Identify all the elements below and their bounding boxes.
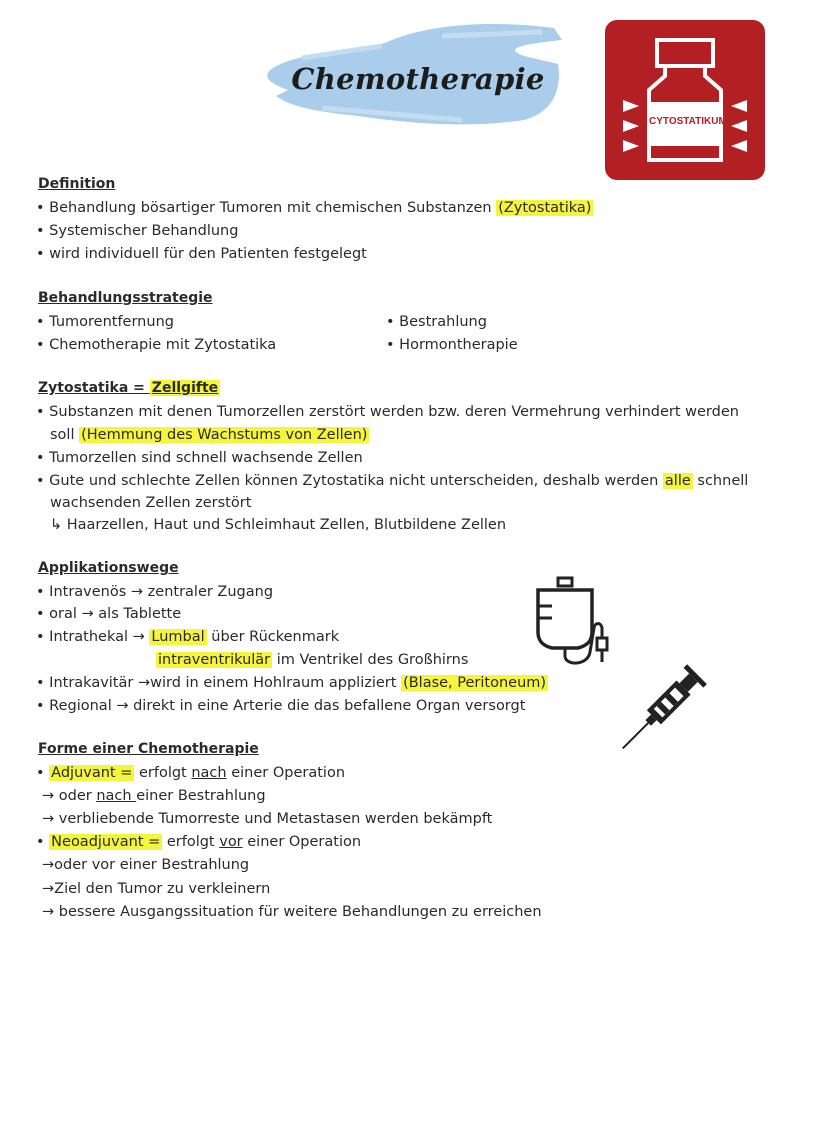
zytostatika-bullet-3: • Gute und schlechte Zellen können Zytostatika nicht unterscheiden, deshalb werden alle schnell [36,473,749,489]
formen-adjuvant: • Adjuvant = erfolgt nach einer Operation [36,765,346,781]
formen-text-underlined: nach [191,765,227,781]
applikation-item: • oral → als Tablette [36,606,182,622]
applikation-text: Regional → direkt in eine Arterie die das befallene Organ versorgt [49,698,526,714]
applikation-text: Intrakavitär →wird in einem Hohlraum appliziert [49,675,402,691]
zytostatika-text: Gute und schlechte Zellen können Zytostatika nicht unterscheiden, deshalb werden [49,473,663,489]
formen-text: erfolgt [134,765,192,781]
formen-heading: Forme einer Chemotherapie [38,741,259,757]
strategie-item: • Hormontherapie [386,337,518,353]
formen-neoadjuvant-detail: → bessere Ausgangssituation für weitere Behandlungen zu erreichen [42,904,542,920]
strategie-heading: Behandlungsstrategie [38,290,213,306]
zytostatika-heading [38,380,220,396]
formen-neoadjuvant: • Neoadjuvant = erfolgt vor einer Operation [36,834,362,850]
strategie-item: • Chemotherapie mit Zytostatika [36,337,277,353]
cytostatikum-bottle-icon [605,20,765,180]
formen-neoadjuvant-detail: →Ziel den Tumor zu verkleinern [42,881,271,897]
highlight-hemmung: (Hemmung des Wachstums von Zellen) [81,427,368,443]
definition-bullet-1: • Behandlung bösartiger Tumoren mit chemischen Substanzen (Zytostatika) [36,200,592,216]
zytostatika-bullet-1: • Substanzen mit denen Tumorzellen zerstört werden bzw. deren Vermehrung verhindert werden [36,404,739,420]
applikation-heading: Applikationswege [38,560,179,576]
highlight-lumbal: Lumbal [151,629,205,645]
strategie-text: Bestrahlung [399,314,487,330]
definition-bullet-2: • Systemischer Behandlung [36,223,239,239]
zytostatika-bullet-2: • Tumorzellen sind schnell wachsende Zellen [36,450,363,466]
definition-heading: Definition [38,176,116,192]
highlight-adjuvant: Adjuvant = [51,765,133,781]
strategie-item: • Tumorentfernung [36,314,174,330]
applikation-item: • Intrakavitär →wird in einem Hohlraum appliziert (Blase, Peritoneum) [36,675,547,691]
zytostatika-text: schnell [692,473,749,489]
strategie-text: Tumorentfernung [49,314,174,330]
applikation-text: oral → als Tablette [49,606,182,622]
highlight-intraventrikulaer: intraventrikulär [158,652,271,668]
definition-text: wird individuell für den Patienten festgelegt [49,246,367,262]
strategie-text: Chemotherapie mit Zytostatika [49,337,277,353]
zytostatika-text: soll [50,427,80,443]
highlight-neoadjuvant: Neoadjuvant = [51,834,161,850]
infusion-bag-icon [528,576,618,668]
strategie-item: • Bestrahlung [386,314,487,330]
highlight-zellgifte: Zellgifte [151,380,219,396]
applikation-item: • Regional → direkt in eine Arterie die das befallene Organ versorgt [36,698,526,714]
formen-text: einer Operation [242,834,362,850]
highlight-alle: alle [664,473,691,489]
zytostatika-sub-arrow: ↳ Haarzellen, Haut und Schleimhaut Zellen, Blutbildene Zellen [50,517,507,533]
zytostatika-text: Substanzen mit denen Tumorzellen zerstört werden bzw. deren Vermehrung verhindert werden [49,404,739,420]
strategie-text: Hormontherapie [399,337,518,353]
formen-text: einer Operation [226,765,346,781]
applikation-item-cont [156,651,468,669]
formen-adjuvant-detail [42,787,266,805]
definition-bullet-3: • wird individuell für den Patienten festgelegt [36,246,367,262]
highlight-blase-peritoneum: (Blase, Peritoneum) [403,675,547,691]
zytostatika-bullet-1-cont [50,426,369,444]
applikation-item: • Intrathekal → Lumbal über Rückenmark [36,629,340,645]
cytostatikum-logo [605,20,765,180]
applikation-text: Intrathekal → [49,629,150,645]
applikation-item: • Intravenös → zentraler Zugang [36,584,274,600]
definition-text: Systemischer Behandlung [49,223,239,239]
syringe-icon [620,660,716,752]
formen-text: erfolgt [162,834,220,850]
logo-label: CYTOSTATIKUM [649,116,727,127]
formen-adjuvant-detail: → verbliebende Tumorreste und Metastasen werden bekämpft [42,811,493,827]
definition-text: Behandlung bösartiger Tumoren mit chemischen Substanzen [49,200,497,216]
formen-text-underlined: nach [96,788,137,804]
highlight-zytostatika: (Zytostatika) [498,200,592,216]
formen-neoadjuvant-detail: →oder vor einer Bestrahlung [42,857,250,873]
page-title: Chemotherapie [291,62,545,96]
formen-text: → oder [42,788,97,804]
formen-text: einer Bestrahlung [136,788,266,804]
zytostatika-bullet-3-cont: wachsenden Zellen zerstört [50,495,252,511]
zytostatika-heading-text: Zytostatika = [38,380,150,396]
applikation-text: Intravenös → zentraler Zugang [49,584,274,600]
applikation-text: im Ventrikel des Großhirns [272,652,469,668]
zytostatika-text: Tumorzellen sind schnell wachsende Zellen [49,450,363,466]
formen-text-underlined: vor [219,834,243,850]
applikation-text: über Rückenmark [206,629,340,645]
